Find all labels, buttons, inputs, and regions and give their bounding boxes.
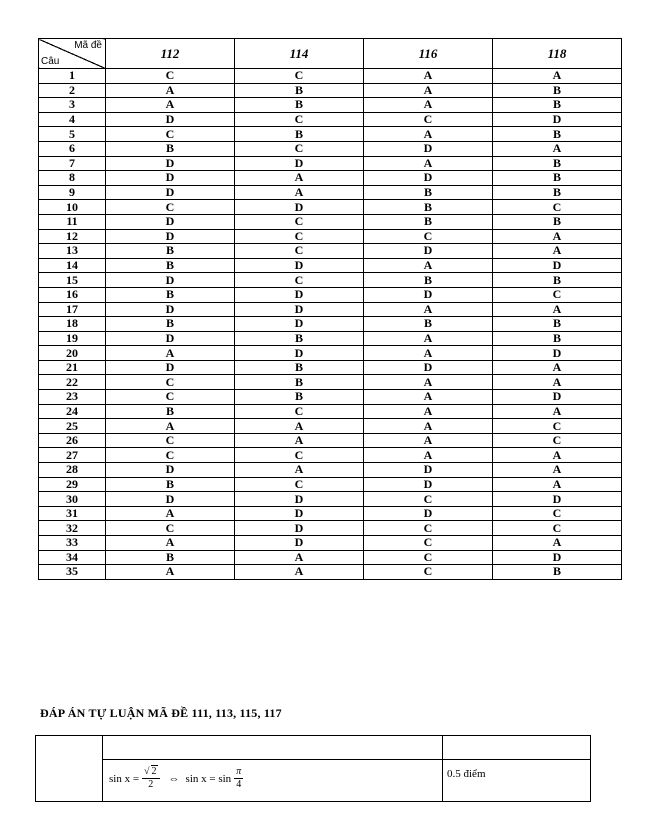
answer-cell: C xyxy=(493,506,622,521)
answer-cell: D xyxy=(106,331,235,346)
question-number: 16 xyxy=(39,287,106,302)
answer-cell: D xyxy=(235,200,364,215)
answer-cell: A xyxy=(364,433,493,448)
answer-cell: C xyxy=(106,127,235,142)
answer-cell: B xyxy=(493,331,622,346)
answer-cell: B xyxy=(235,331,364,346)
answer-cell: D xyxy=(235,346,364,361)
answer-cell: B xyxy=(493,83,622,98)
answer-cell: D xyxy=(493,390,622,405)
answer-row xyxy=(39,492,622,507)
answer-table xyxy=(38,38,622,580)
answer-cell: C xyxy=(364,492,493,507)
question-number: 17 xyxy=(39,302,106,317)
answer-cell: D xyxy=(235,506,364,521)
answer-cell: B xyxy=(364,185,493,200)
question-number: 33 xyxy=(39,536,106,551)
pi-symbol: π xyxy=(236,766,242,777)
answer-cell: C xyxy=(106,200,235,215)
answer-row xyxy=(39,112,622,127)
answer-cell: D xyxy=(493,550,622,565)
answer-cell: A xyxy=(235,419,364,434)
code-header-label: Mã đề xyxy=(74,40,102,51)
answer-cell: C xyxy=(235,244,364,259)
essay-solution-cell xyxy=(103,760,443,802)
answer-cell: B xyxy=(235,98,364,113)
answer-cell: D xyxy=(106,229,235,244)
answer-cell: A xyxy=(235,185,364,200)
answer-row xyxy=(39,229,622,244)
answer-cell: D xyxy=(364,463,493,478)
answer-cell: C xyxy=(106,521,235,536)
question-number: 5 xyxy=(39,127,106,142)
answer-cell: A xyxy=(364,127,493,142)
header-row xyxy=(39,39,622,69)
answer-cell: B xyxy=(106,258,235,273)
answer-cell: D xyxy=(235,536,364,551)
answer-cell: B xyxy=(364,273,493,288)
question-number: 28 xyxy=(39,463,106,478)
question-number: 3 xyxy=(39,98,106,113)
answer-cell: D xyxy=(493,258,622,273)
answer-cell: A xyxy=(493,69,622,84)
score-text: 0.5 điểm xyxy=(447,768,486,780)
answer-cell: C xyxy=(235,112,364,127)
answer-cell: A xyxy=(235,463,364,478)
answer-cell: A xyxy=(235,433,364,448)
question-number: 30 xyxy=(39,492,106,507)
answer-row xyxy=(39,185,622,200)
answer-cell: D xyxy=(106,185,235,200)
answer-row xyxy=(39,375,622,390)
answer-row xyxy=(39,521,622,536)
answer-cell: A xyxy=(493,375,622,390)
answer-cell: A xyxy=(364,69,493,84)
answer-cell: B xyxy=(106,141,235,156)
question-number: 34 xyxy=(39,550,106,565)
answer-cell: A xyxy=(364,83,493,98)
question-number: 19 xyxy=(39,331,106,346)
essay-table xyxy=(35,735,591,802)
answer-cell: A xyxy=(364,302,493,317)
answer-row xyxy=(39,127,622,142)
answer-cell: D xyxy=(106,273,235,288)
answer-cell: C xyxy=(106,448,235,463)
answer-cell: A xyxy=(364,419,493,434)
question-number: 24 xyxy=(39,404,106,419)
answer-row xyxy=(39,214,622,229)
answer-cell: C xyxy=(364,550,493,565)
answer-cell: D xyxy=(106,463,235,478)
answer-cell: B xyxy=(364,214,493,229)
answer-cell: A xyxy=(364,156,493,171)
answer-cell: A xyxy=(364,390,493,405)
question-number: 14 xyxy=(39,258,106,273)
question-number: 31 xyxy=(39,506,106,521)
question-number: 18 xyxy=(39,317,106,332)
answer-cell: D xyxy=(364,171,493,186)
answer-cell: C xyxy=(106,390,235,405)
answer-row xyxy=(39,83,622,98)
answer-cell: A xyxy=(106,419,235,434)
answer-cell: C xyxy=(106,375,235,390)
question-number: 29 xyxy=(39,477,106,492)
answer-cell: A xyxy=(106,565,235,580)
question-number: 32 xyxy=(39,521,106,536)
answer-cell: A xyxy=(106,346,235,361)
answer-cell: B xyxy=(493,156,622,171)
pi-fraction xyxy=(234,766,243,791)
answer-cell: C xyxy=(235,214,364,229)
answer-cell: B xyxy=(106,477,235,492)
answer-cell: A xyxy=(493,229,622,244)
answer-cell: C xyxy=(364,521,493,536)
answer-row xyxy=(39,273,622,288)
answer-cell: B xyxy=(106,287,235,302)
answer-cell: A xyxy=(106,506,235,521)
answer-cell: D xyxy=(235,302,364,317)
answer-row xyxy=(39,477,622,492)
answer-cell: B xyxy=(493,185,622,200)
answer-row xyxy=(39,302,622,317)
formula xyxy=(103,760,442,791)
answer-cell: D xyxy=(364,506,493,521)
answer-cell: A xyxy=(364,375,493,390)
answer-cell: A xyxy=(235,550,364,565)
essay-score-cell xyxy=(443,760,591,802)
answer-cell: A xyxy=(493,404,622,419)
answer-row xyxy=(39,287,622,302)
question-number: 27 xyxy=(39,448,106,463)
answer-cell: B xyxy=(493,273,622,288)
answer-row xyxy=(39,171,622,186)
answer-cell: A xyxy=(493,360,622,375)
question-number: 4 xyxy=(39,112,106,127)
answer-cell: B xyxy=(493,565,622,580)
answer-cell: C xyxy=(235,229,364,244)
answer-cell: D xyxy=(235,287,364,302)
question-number: 10 xyxy=(39,200,106,215)
answer-cell: A xyxy=(493,448,622,463)
answer-cell: C xyxy=(493,200,622,215)
question-number: 7 xyxy=(39,156,106,171)
answer-cell: A xyxy=(106,83,235,98)
answer-cell: D xyxy=(235,156,364,171)
answer-cell: A xyxy=(364,448,493,463)
answer-cell: C xyxy=(364,565,493,580)
equivalence-symbol: ⇔ xyxy=(168,772,180,785)
answer-cell: A xyxy=(493,244,622,259)
answer-cell: A xyxy=(235,565,364,580)
answer-body xyxy=(39,69,622,580)
answer-row xyxy=(39,506,622,521)
answer-row xyxy=(39,317,622,332)
answer-cell: A xyxy=(235,171,364,186)
answer-cell: A xyxy=(364,404,493,419)
answer-cell: B xyxy=(493,214,622,229)
answer-row xyxy=(39,360,622,375)
answer-row xyxy=(39,156,622,171)
pi-denominator: 4 xyxy=(236,779,242,790)
answer-row xyxy=(39,200,622,215)
answer-cell: B xyxy=(106,550,235,565)
answer-cell: C xyxy=(493,521,622,536)
answer-cell: A xyxy=(493,477,622,492)
question-number: 15 xyxy=(39,273,106,288)
answer-cell: B xyxy=(106,404,235,419)
answer-cell: D xyxy=(106,214,235,229)
formula-lhs: sin x = xyxy=(109,772,140,785)
answer-cell: D xyxy=(364,141,493,156)
code-header: 116 xyxy=(364,39,493,69)
answer-cell: D xyxy=(364,477,493,492)
question-number: 25 xyxy=(39,419,106,434)
answer-cell: D xyxy=(106,302,235,317)
question-number: 35 xyxy=(39,565,106,580)
answer-cell: C xyxy=(235,448,364,463)
corner-cell xyxy=(39,39,106,69)
question-number: 1 xyxy=(39,69,106,84)
question-number: 9 xyxy=(39,185,106,200)
answer-cell: D xyxy=(106,156,235,171)
answer-cell: D xyxy=(364,244,493,259)
answer-cell: D xyxy=(235,317,364,332)
answer-row xyxy=(39,536,622,551)
question-number: 13 xyxy=(39,244,106,259)
answer-row xyxy=(39,346,622,361)
question-header-label: Câu xyxy=(41,56,60,67)
question-number: 20 xyxy=(39,346,106,361)
answer-cell: A xyxy=(493,302,622,317)
answer-cell: C xyxy=(493,287,622,302)
answer-cell: C xyxy=(364,112,493,127)
essay-question-cell xyxy=(36,736,103,802)
answer-cell: D xyxy=(493,492,622,507)
answer-cell: B xyxy=(235,83,364,98)
answer-cell: D xyxy=(364,360,493,375)
answer-cell: B xyxy=(235,127,364,142)
essay-row xyxy=(36,760,591,802)
answer-row xyxy=(39,98,622,113)
answer-cell: A xyxy=(493,141,622,156)
answer-row xyxy=(39,463,622,478)
answer-row xyxy=(39,331,622,346)
answer-cell: B xyxy=(106,317,235,332)
fraction-denominator: 2 xyxy=(148,779,154,790)
answer-row xyxy=(39,448,622,463)
answer-cell: D xyxy=(106,171,235,186)
answer-cell: A xyxy=(493,536,622,551)
answer-cell: C xyxy=(106,433,235,448)
answer-row xyxy=(39,433,622,448)
question-number: 8 xyxy=(39,171,106,186)
essay-header-row xyxy=(36,736,591,760)
question-number: 26 xyxy=(39,433,106,448)
answer-cell: D xyxy=(106,360,235,375)
answer-cell: D xyxy=(106,492,235,507)
answer-cell: C xyxy=(364,536,493,551)
answer-row xyxy=(39,390,622,405)
question-number: 23 xyxy=(39,390,106,405)
answer-cell: C xyxy=(235,273,364,288)
code-header: 114 xyxy=(235,39,364,69)
essay-content-header xyxy=(103,736,443,760)
sqrt-argument: 2 xyxy=(151,766,157,777)
answer-cell: B xyxy=(493,171,622,186)
answer-cell: A xyxy=(493,463,622,478)
question-number: 6 xyxy=(39,141,106,156)
question-number: 12 xyxy=(39,229,106,244)
answer-cell: A xyxy=(364,98,493,113)
answer-cell: C xyxy=(235,141,364,156)
answer-row xyxy=(39,419,622,434)
answer-cell: D xyxy=(235,521,364,536)
answer-row xyxy=(39,404,622,419)
answer-cell: A xyxy=(106,98,235,113)
question-number: 22 xyxy=(39,375,106,390)
question-number: 2 xyxy=(39,83,106,98)
answer-row xyxy=(39,565,622,580)
question-number: 11 xyxy=(39,214,106,229)
answer-cell: A xyxy=(364,346,493,361)
answer-cell: C xyxy=(493,433,622,448)
essay-score-header xyxy=(443,736,591,760)
answer-cell: B xyxy=(493,98,622,113)
question-number: 21 xyxy=(39,360,106,375)
answer-cell: A xyxy=(364,331,493,346)
answer-row xyxy=(39,141,622,156)
answer-cell: D xyxy=(493,112,622,127)
answer-cell: A xyxy=(364,258,493,273)
answer-cell: D xyxy=(364,287,493,302)
answer-cell: B xyxy=(106,244,235,259)
answer-cell: B xyxy=(235,390,364,405)
answer-cell: B xyxy=(364,200,493,215)
answer-cell: B xyxy=(493,317,622,332)
answer-cell: B xyxy=(493,127,622,142)
answer-cell: D xyxy=(235,492,364,507)
code-header: 112 xyxy=(106,39,235,69)
answer-cell: A xyxy=(106,536,235,551)
sqrt-symbol: √ xyxy=(144,766,150,777)
answer-cell: C xyxy=(235,477,364,492)
answer-cell: B xyxy=(364,317,493,332)
answer-cell: D xyxy=(493,346,622,361)
formula-rhs: sin x = sin xyxy=(185,772,232,785)
answer-cell: C xyxy=(235,69,364,84)
answer-row xyxy=(39,550,622,565)
answer-cell: C xyxy=(235,404,364,419)
answer-row xyxy=(39,258,622,273)
essay-heading: ĐÁP ÁN TỰ LUẬN MÃ ĐỀ 111, 113, 115, 117 xyxy=(40,706,282,720)
answer-cell: D xyxy=(235,258,364,273)
answer-cell: C xyxy=(364,229,493,244)
answer-cell: B xyxy=(235,360,364,375)
code-header: 118 xyxy=(493,39,622,69)
answer-cell: D xyxy=(106,112,235,127)
answer-cell: C xyxy=(493,419,622,434)
answer-cell: B xyxy=(235,375,364,390)
answer-cell: C xyxy=(106,69,235,84)
answer-row xyxy=(39,69,622,84)
answer-row xyxy=(39,244,622,259)
sqrt-fraction xyxy=(142,766,160,791)
